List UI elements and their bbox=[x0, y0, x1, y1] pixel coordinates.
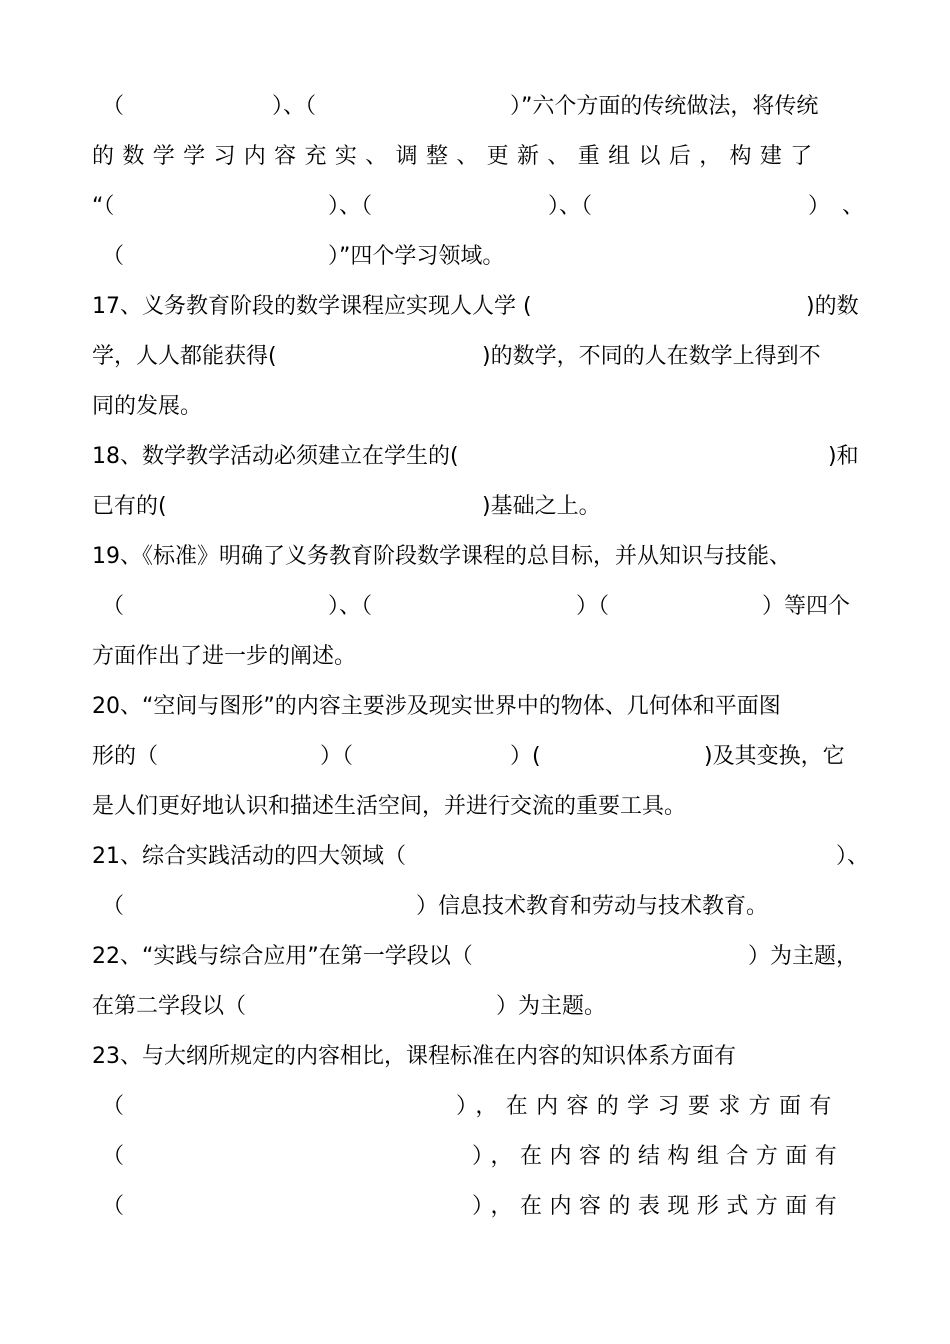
text-run: ）等四个 bbox=[762, 594, 851, 619]
text-run: 17、义务教育阶段的数学课程应实现人人学 ( bbox=[92, 294, 532, 319]
text-run: （ bbox=[102, 94, 125, 119]
text-line bbox=[92, 240, 858, 274]
text-run: ），在内容的表现形式方面有 bbox=[472, 1194, 845, 1219]
text-run: ）（ bbox=[576, 594, 610, 619]
text-run: 21、综合实践活动的四大领域（ bbox=[92, 844, 406, 869]
text-run: ）、 bbox=[836, 844, 870, 869]
text-line bbox=[92, 1190, 858, 1224]
text-line bbox=[92, 390, 858, 424]
text-run: ）信息技术教育和劳动与技术教育。 bbox=[416, 894, 769, 919]
text-run: 方面作出了进一步的阐述。 bbox=[92, 644, 357, 669]
text-run: ）、（ bbox=[548, 194, 593, 219]
text-run: （ bbox=[102, 1094, 125, 1119]
text-line bbox=[92, 190, 865, 224]
text-run: 是人们更好地认识和描述生活空间，并进行交流的重要工具。 bbox=[92, 794, 687, 819]
text-run: ）”六个方面的传统做法，将传统 bbox=[510, 94, 819, 119]
text-run: ）、（ bbox=[328, 594, 373, 619]
text-run: ）、（ bbox=[328, 194, 373, 219]
text-run: )及其变换，它 bbox=[704, 744, 845, 769]
text-run: 20、“空间与图形”的内容主要涉及现实世界中的物体、几何体和平面图 bbox=[92, 694, 781, 719]
text-line bbox=[92, 140, 858, 174]
question-18 bbox=[92, 440, 858, 474]
text-run: 已有的( bbox=[92, 494, 167, 519]
question-19 bbox=[92, 540, 858, 574]
text-run: 同的发展。 bbox=[92, 394, 203, 419]
text-line bbox=[92, 890, 858, 924]
question-21 bbox=[92, 840, 870, 874]
text-run: ），在内容的结构组合方面有 bbox=[472, 1144, 845, 1169]
text-run: （ bbox=[102, 1194, 125, 1219]
text-run: ）为主题， bbox=[748, 944, 859, 969]
text-run: 形的（ bbox=[92, 744, 159, 769]
text-run: （ bbox=[102, 1144, 125, 1169]
text-line bbox=[92, 1090, 858, 1124]
text-run: 23、与大纲所规定的内容相比，课程标准在内容的知识体系方面有 bbox=[92, 1044, 736, 1069]
text-run: 在第二学段以（ bbox=[92, 994, 247, 1019]
text-run: 19、《标准》明确了义务教育阶段数学课程的总目标，并从知识与技能、 bbox=[92, 544, 791, 569]
text-run: ） bbox=[808, 194, 831, 219]
text-line bbox=[92, 790, 858, 824]
text-run: 、 bbox=[842, 194, 865, 219]
question-23 bbox=[92, 1040, 858, 1074]
text-run: ）( bbox=[510, 744, 541, 769]
text-line bbox=[92, 590, 858, 624]
text-line bbox=[92, 340, 858, 374]
text-run: ）（ bbox=[320, 744, 354, 769]
question-22 bbox=[92, 940, 858, 974]
text-run: 的数学学习内容充实、调整、更新、重组以后，构建了 bbox=[92, 144, 821, 169]
text-run: （ bbox=[102, 594, 125, 619]
text-run: )和 bbox=[828, 444, 859, 469]
text-line bbox=[92, 490, 858, 524]
text-run: （ bbox=[102, 894, 125, 919]
text-run: “（ bbox=[92, 194, 115, 219]
text-run: ）、（ bbox=[272, 94, 317, 119]
text-run: 18、数学教学活动必须建立在学生的( bbox=[92, 444, 459, 469]
text-run: ），在内容的学习要求方面有 bbox=[456, 1094, 840, 1119]
text-run: 学，人人都能获得( bbox=[92, 344, 277, 369]
text-run: )的数学，不同的人在数学上得到不 bbox=[482, 344, 821, 369]
text-run: ）”四个学习领域。 bbox=[328, 244, 505, 269]
text-run: 22、“实践与综合应用”在第一学段以（ bbox=[92, 944, 473, 969]
text-run: )的数 bbox=[806, 294, 859, 319]
text-line bbox=[92, 90, 858, 124]
text-line bbox=[92, 640, 858, 674]
text-run: （ bbox=[102, 244, 125, 269]
text-run: )基础之上。 bbox=[482, 494, 601, 519]
text-run: ）为主题。 bbox=[496, 994, 607, 1019]
question-20 bbox=[92, 690, 858, 724]
text-line bbox=[92, 990, 858, 1024]
question-17 bbox=[92, 290, 858, 324]
text-line bbox=[92, 1140, 858, 1174]
text-line bbox=[92, 740, 858, 774]
